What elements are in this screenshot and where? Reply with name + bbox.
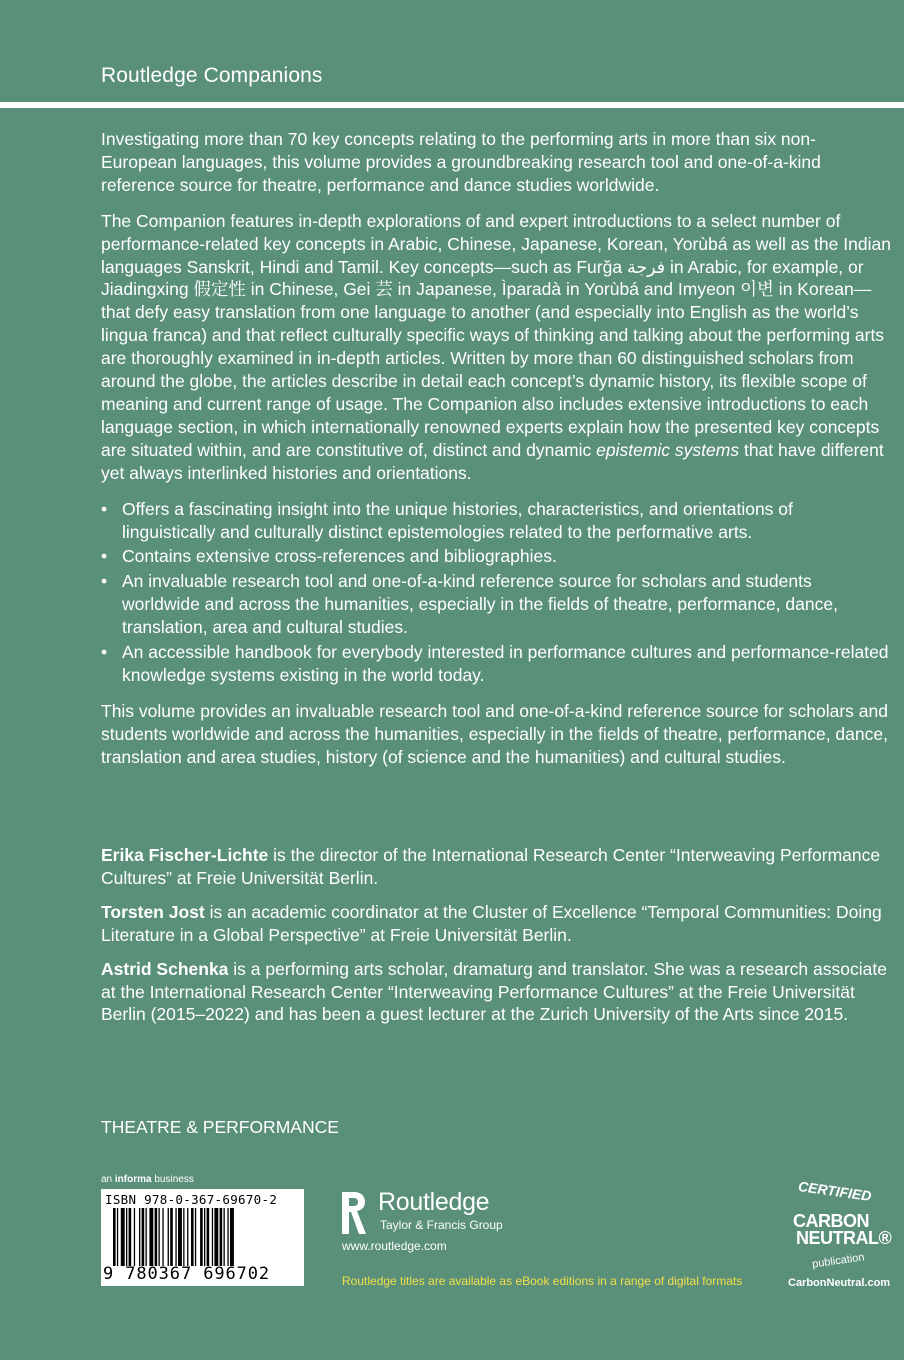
publisher-name: Routledge — [378, 1188, 490, 1216]
ean-digits: 9 780367 696702 — [103, 1264, 271, 1284]
author-name: Astrid Schenka — [101, 958, 229, 979]
barcode-bar — [191, 1208, 194, 1266]
carbon-neutral-logo — [788, 1177, 892, 1295]
barcode-bar — [139, 1208, 140, 1266]
barcode-bar — [121, 1208, 125, 1266]
barcode-bar — [134, 1208, 135, 1266]
feature-item: • Offers a fascinating insight into the unique histories, characteristics, and orientations of linguistically and culturally distinct epistemologies related to the performative arts. — [101, 498, 891, 544]
barcode-bar — [146, 1208, 147, 1266]
barcode-bar — [113, 1208, 116, 1266]
barcode-bars — [113, 1208, 299, 1266]
barcode-bar — [155, 1208, 158, 1266]
epistemic-systems-emphasis: epistemic systems — [596, 439, 740, 460]
barcode-bar — [220, 1208, 223, 1266]
barcode-bar — [224, 1208, 225, 1266]
carbon-text: CARBON — [793, 1211, 869, 1231]
barcode-bar — [129, 1208, 132, 1266]
routledge-r-icon — [340, 1190, 368, 1236]
informa-suffix: business — [151, 1174, 194, 1185]
barcode-bar — [142, 1208, 145, 1266]
barcode-bar — [170, 1208, 173, 1266]
barcode-bar — [178, 1208, 182, 1266]
barcode-bar — [168, 1208, 169, 1266]
barcode-bar — [212, 1208, 213, 1266]
isbn-barcode — [101, 1189, 304, 1286]
series-title: Routledge Companions — [101, 64, 323, 87]
routledge-logo — [340, 1188, 515, 1236]
feature-item: • An invaluable research tool and one-of-a-kind reference source for scholars and students worldwide and across the humanities, especially in the fields of theatre, performance, dance, translation, area and cultural studies. — [101, 570, 891, 639]
author-bio — [101, 844, 891, 890]
subject-category: THEATRE & PERFORMANCE — [101, 1117, 339, 1137]
barcode-bar — [207, 1208, 210, 1266]
ebook-note: Routledge titles are available as eBook editions in a range of digital formats — [342, 1274, 743, 1288]
author-bio — [101, 958, 891, 1027]
author-bios — [101, 844, 891, 1037]
feature-item: • An accessible handbook for everybody interested in performance cultures and performance-related knowledge systems existing in the world today. — [101, 641, 891, 687]
author-name: Erika Fischer-Lichte — [101, 845, 269, 865]
barcode-bar — [204, 1208, 205, 1266]
informa-prefix: an — [101, 1174, 115, 1185]
isbn-label: ISBN 978-0-367-69670-2 — [105, 1192, 278, 1207]
publication-text: publication — [811, 1251, 866, 1271]
author-bio-text: is the director of the International Research Center “Interweaving Performance Cultures” at Freie Universität Berlin. — [101, 845, 881, 888]
barcode-bar — [175, 1208, 176, 1266]
publisher-website: www.routledge.com — [342, 1239, 447, 1253]
barcode-bar — [149, 1208, 153, 1266]
description-paragraph — [101, 210, 891, 485]
intro-paragraph: Investigating more than 70 key concepts relating to the performing arts in more than six non-European languages, this volume provides a groundbreaking research tool and one-of-a-kind reference source for theatre, performance and dance studies worldwide. — [101, 129, 821, 195]
feature-item: • Contains extensive cross-references and bibliographies. — [101, 545, 891, 568]
divider-rule — [0, 102, 904, 108]
author-name: Torsten Jost — [101, 901, 205, 922]
neutral-text: NEUTRAL® — [796, 1228, 892, 1248]
barcode-bar — [200, 1208, 203, 1266]
author-bio — [101, 901, 891, 947]
certified-text: CERTIFIED — [797, 1177, 873, 1205]
barcode-bar — [214, 1208, 218, 1266]
barcode-bar — [117, 1208, 118, 1266]
barcode-bar — [159, 1208, 160, 1266]
author-bio-text: is an academic coordinator at the Cluster of Excellence “Temporal Communities: Doing Literature in a Global Perspective” at Freie Universität Berlin. — [101, 901, 882, 945]
barcode-bar — [187, 1208, 188, 1266]
blurb — [101, 128, 891, 782]
informa-brand: informa — [114, 1174, 152, 1185]
informa-line — [101, 1174, 194, 1185]
barcode-bar — [230, 1208, 234, 1266]
barcode-bar — [126, 1208, 127, 1266]
barcode-bar — [183, 1208, 184, 1266]
closing-paragraph: This volume provides an invaluable research tool and one-of-a-kind reference source for scholars and students worldwide and across the humanities, especially in the fields of theatre, performance, dance, translation and area studies, history (of science and the humanities) and cultural studies. — [101, 700, 888, 767]
barcode-bar — [195, 1208, 196, 1266]
author-bio-text: is a performing arts scholar, dramaturg and translator. She was a research associate at the International Research Center “Interweaving Performance Cultures” at the Freie Universität Berlin (2015–2022) and has been a guest lecturer at the Zurich University of the Arts since 2015. — [101, 958, 887, 1025]
carbon-site: CarbonNeutral.com — [788, 1277, 891, 1289]
barcode-bar — [227, 1208, 228, 1266]
publisher-group: Taylor & Francis Group — [380, 1218, 503, 1232]
description-text: The Companion features in-depth explorations of and expert introductions to a select number of performance-related key concepts in Arabic, Chinese, Japanese, Korean, Yorùbá as well as the Indian languages Sanskrit, Hindi and Tamil. Key concepts—such as Furğa فرجة in Arabic, for example, or Jiadingxing 假定性 in Chinese, Gei 芸 in Japanese, Ìparadà in Yorùbá and Imyeon 이변 in Korean—that defy easy translation from one language to another (and especially into English as the world’s lingua franca) and that reflect culturally specific ways of thinking and talking about the performing arts are thoroughly examined in in-depth articles. Written by more than 60 distinguished scholars from around the globe, the articles describe in detail each concept’s dynamic history, its flexible scope of meaning and current range of usage. The Companion also includes extensive introductions to each language section, in which internationally renowned experts explain how the presented key concepts are situated within, and are constitutive of, distinct and dynamic — [101, 210, 891, 460]
description-text-end: that have different yet always interlinked histories and orientations. — [101, 439, 884, 483]
feature-list — [101, 498, 891, 687]
barcode-bar — [162, 1208, 163, 1266]
